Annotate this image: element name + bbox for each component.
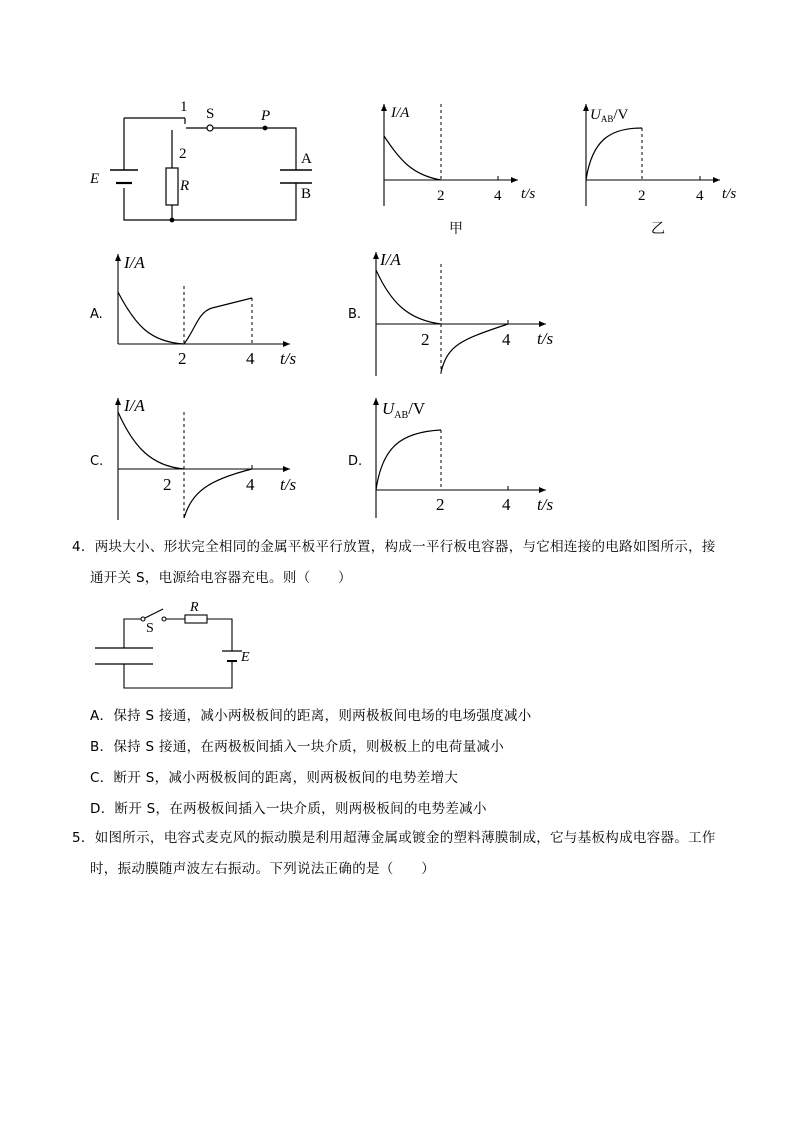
q4-switch-right-terminal — [162, 617, 166, 621]
option-b-xlabel: t/s — [537, 329, 554, 348]
q4-switch-blade — [143, 609, 163, 619]
option-a-tick-2: 2 — [178, 349, 187, 368]
option-d-ylabel-sub: AB — [394, 410, 409, 421]
question-4-option-b: B．保持 S 接通，在两极板间插入一块介质，则极板上的电荷量减小 — [90, 739, 505, 755]
graph-yi-caption: 乙 — [651, 221, 665, 237]
label-contact-1: 1 — [180, 99, 188, 115]
option-b-graph — [348, 250, 553, 376]
option-b-tick-4: 4 — [502, 330, 511, 349]
option-d-xlabel: t/s — [537, 495, 554, 514]
graph-yi-xlabel: t/s — [722, 186, 737, 202]
label-plate-b: B — [301, 186, 312, 202]
option-c-tick-4: 4 — [246, 475, 255, 494]
option-b-ylabel: I/A — [380, 250, 401, 269]
option-b-curve-charge — [376, 270, 441, 324]
graph-yi-ylabel-sub: AB — [600, 114, 614, 124]
graph-yi-curve — [586, 128, 642, 180]
question-4-option-c: C．断开 S，减小两极板间的距离，则两极板间的电势差增大 — [90, 770, 459, 786]
graph-jia-xlabel: t/s — [521, 186, 536, 202]
q4-resistor-r — [185, 615, 207, 623]
option-c-xlabel: t/s — [280, 475, 297, 494]
q4-label-r: R — [190, 600, 199, 615]
label-r: R — [180, 178, 190, 194]
point-p — [263, 126, 267, 130]
question-4-option-d: D．断开 S，在两极板间插入一块介质，则两极板间的电势差减小 — [90, 801, 487, 817]
option-d-ylabel — [382, 399, 426, 421]
graph-jia-caption: 甲 — [449, 221, 463, 237]
graph-jia-tick-label-4: 4 — [494, 188, 502, 204]
option-c-curve-charge — [118, 412, 184, 469]
q4-switch-left-terminal — [141, 617, 145, 621]
graph-yi-ylabel-main: U — [590, 107, 601, 123]
option-b-letter: B. — [348, 307, 362, 322]
junction-dot — [170, 218, 174, 222]
graph-yi-ylabel-unit: /V — [613, 107, 629, 123]
option-d-letter: D. — [348, 454, 363, 469]
option-d-curve — [376, 430, 441, 490]
question-5-line-2: 时，振动膜随声波左右振动。下列说法正确的是（ ） — [90, 861, 435, 877]
option-a-xlabel: t/s — [280, 349, 297, 368]
graph-yi-ylabel — [590, 107, 629, 124]
option-a-curve — [118, 292, 252, 344]
graph-yi-tick-label-4: 4 — [696, 188, 704, 204]
q4-wire-left-top — [124, 619, 143, 648]
q4-label-s: S — [146, 621, 154, 636]
question-4-stem — [72, 532, 732, 594]
q4-circuit-diagram — [95, 609, 242, 688]
option-c-ylabel: I/A — [124, 396, 145, 415]
graph-yi — [586, 104, 736, 237]
question-4-line-2: 通开关 S，电源给电容器充电。则（ ） — [90, 570, 352, 586]
q4-wire-top-right — [124, 619, 232, 688]
question-4-line-1: 4．两块大小、形状完全相同的金属平板平行放置，构成一平行板电容器，与它相连接的电路如图所示，接 — [72, 539, 716, 555]
graph-jia-tick-label-2: 2 — [437, 188, 445, 204]
option-c-letter: C. — [90, 454, 104, 469]
question-5-stem — [72, 823, 732, 885]
option-a-graph — [90, 253, 296, 368]
label-contact-2: 2 — [179, 146, 187, 162]
circuit-diagram-charge — [110, 118, 312, 222]
option-b-curve-discharge — [441, 324, 508, 372]
resistor-r — [166, 168, 178, 205]
option-d-ylabel-main: U — [382, 399, 395, 418]
label-e: E — [90, 171, 100, 187]
graph-jia-ylabel: I/A — [391, 105, 410, 121]
q4-label-e: E — [241, 650, 250, 665]
option-c-tick-2: 2 — [163, 475, 172, 494]
option-d-graph — [348, 398, 553, 518]
graph-yi-tick-label-2: 2 — [638, 188, 646, 204]
label-plate-a: A — [301, 151, 312, 167]
option-c-curve-discharge — [184, 469, 252, 518]
label-s: S — [206, 106, 215, 122]
option-b-tick-2: 2 — [421, 330, 430, 349]
option-c-graph — [90, 396, 296, 520]
circuit-wire-top-left — [124, 118, 296, 220]
option-d-tick-2: 2 — [436, 495, 445, 514]
switch-pivot — [207, 125, 213, 131]
question-4-option-a: A．保持 S 接通，减小两极板间的距离，则两极板间电场的电场强度减小 — [90, 708, 532, 724]
option-d-tick-4: 4 — [502, 495, 511, 514]
circuit-wire-right — [210, 128, 296, 170]
option-a-tick-4: 4 — [246, 349, 255, 368]
option-a-ylabel: I/A — [124, 253, 145, 272]
graph-jia — [384, 104, 535, 237]
option-d-ylabel-unit: /V — [408, 399, 426, 418]
option-a-letter: A. — [90, 307, 103, 322]
graph-jia-curve — [384, 136, 441, 180]
label-p: P — [261, 108, 271, 124]
circuit-labels — [89, 99, 312, 202]
question-5-line-1: 5．如图所示，电容式麦克风的振动膜是利用超薄金属或镀金的塑料薄膜制成，它与基板构成电容器。工作 — [72, 830, 716, 846]
